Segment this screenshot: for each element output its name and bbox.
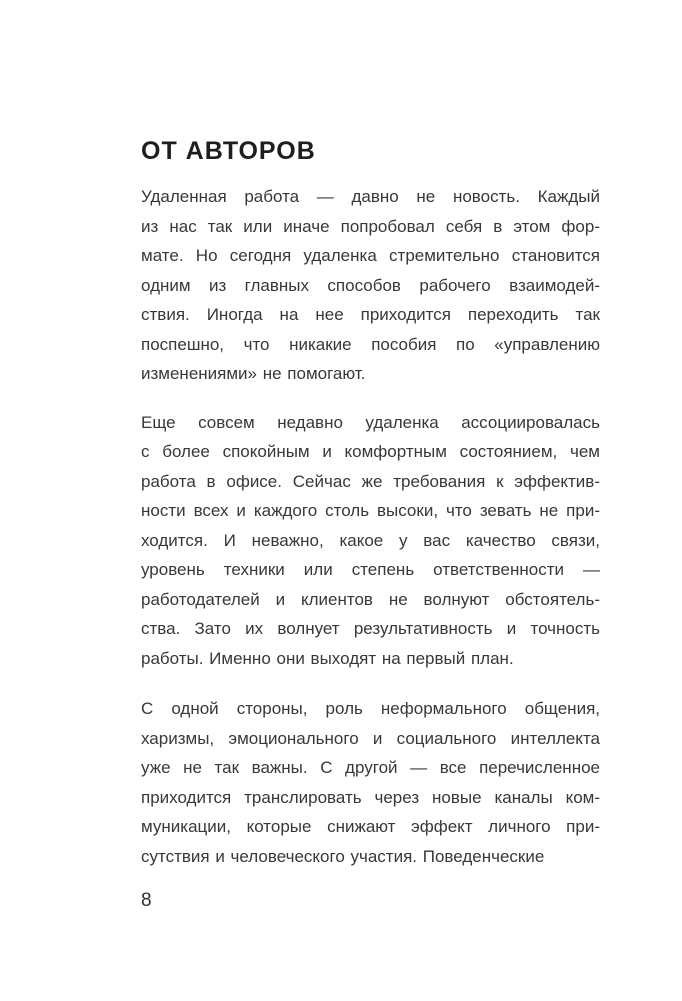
page-content — [141, 136, 600, 871]
text-line: Еще совсем недавно удаленка ассоциировалась — [141, 412, 600, 432]
text-line: ходится. И неважно, какое у вас качество связи, — [141, 530, 600, 550]
text-line: муникации, которые снижают эффект личного при- — [141, 817, 600, 836]
chapter-heading: ОТ АВТОРОВ — [141, 137, 316, 165]
text-line: поспешно, что никакие пособия по «управлению — [141, 334, 600, 354]
text-line: харизмы, эмоционального и социального интеллекта — [141, 728, 600, 748]
paragraph — [141, 182, 600, 389]
text-line: работы. Именно они выходят на первый план. — [141, 648, 514, 668]
text-line: Удаленная работа — давно не новость. Каждый — [141, 187, 600, 206]
page-number: 8 — [141, 890, 152, 911]
text-line: работа в офисе. Сейчас же требования к эффектив- — [141, 471, 600, 491]
text-line: изменениями» не помогают. — [141, 364, 366, 383]
text-line: ности всех и каждого столь высоки, что зевать не при- — [141, 501, 600, 520]
paragraph — [141, 408, 600, 674]
text-line: с более спокойным и комфортным состоянием, чем — [141, 442, 600, 461]
text-line: приходится транслировать через новые каналы ком- — [141, 787, 600, 807]
text-line: уже не так важны. С другой — все перечисленное — [141, 758, 600, 777]
text-line: одним из главных способов рабочего взаимодей- — [141, 275, 600, 295]
text-line: уровень техники или степень ответственности — — [141, 560, 600, 579]
text-line: С одной стороны, роль неформального общения, — [141, 699, 600, 718]
text-line: из нас так или иначе попробовал себя в этом фор- — [141, 216, 600, 236]
paragraph — [141, 694, 600, 871]
text-line: ствия. Иногда на нее приходится переходить так — [141, 305, 600, 324]
text-line: мате. Но сегодня удаленка стремительно становится — [141, 246, 600, 265]
text-line: ства. Зато их волнует результативность и точность — [141, 619, 600, 638]
text-line: сутствия и человеческого участия. Поведенческие — [141, 846, 545, 866]
text-line: работодателей и клиентов не волнуют обстоятель- — [141, 589, 600, 609]
